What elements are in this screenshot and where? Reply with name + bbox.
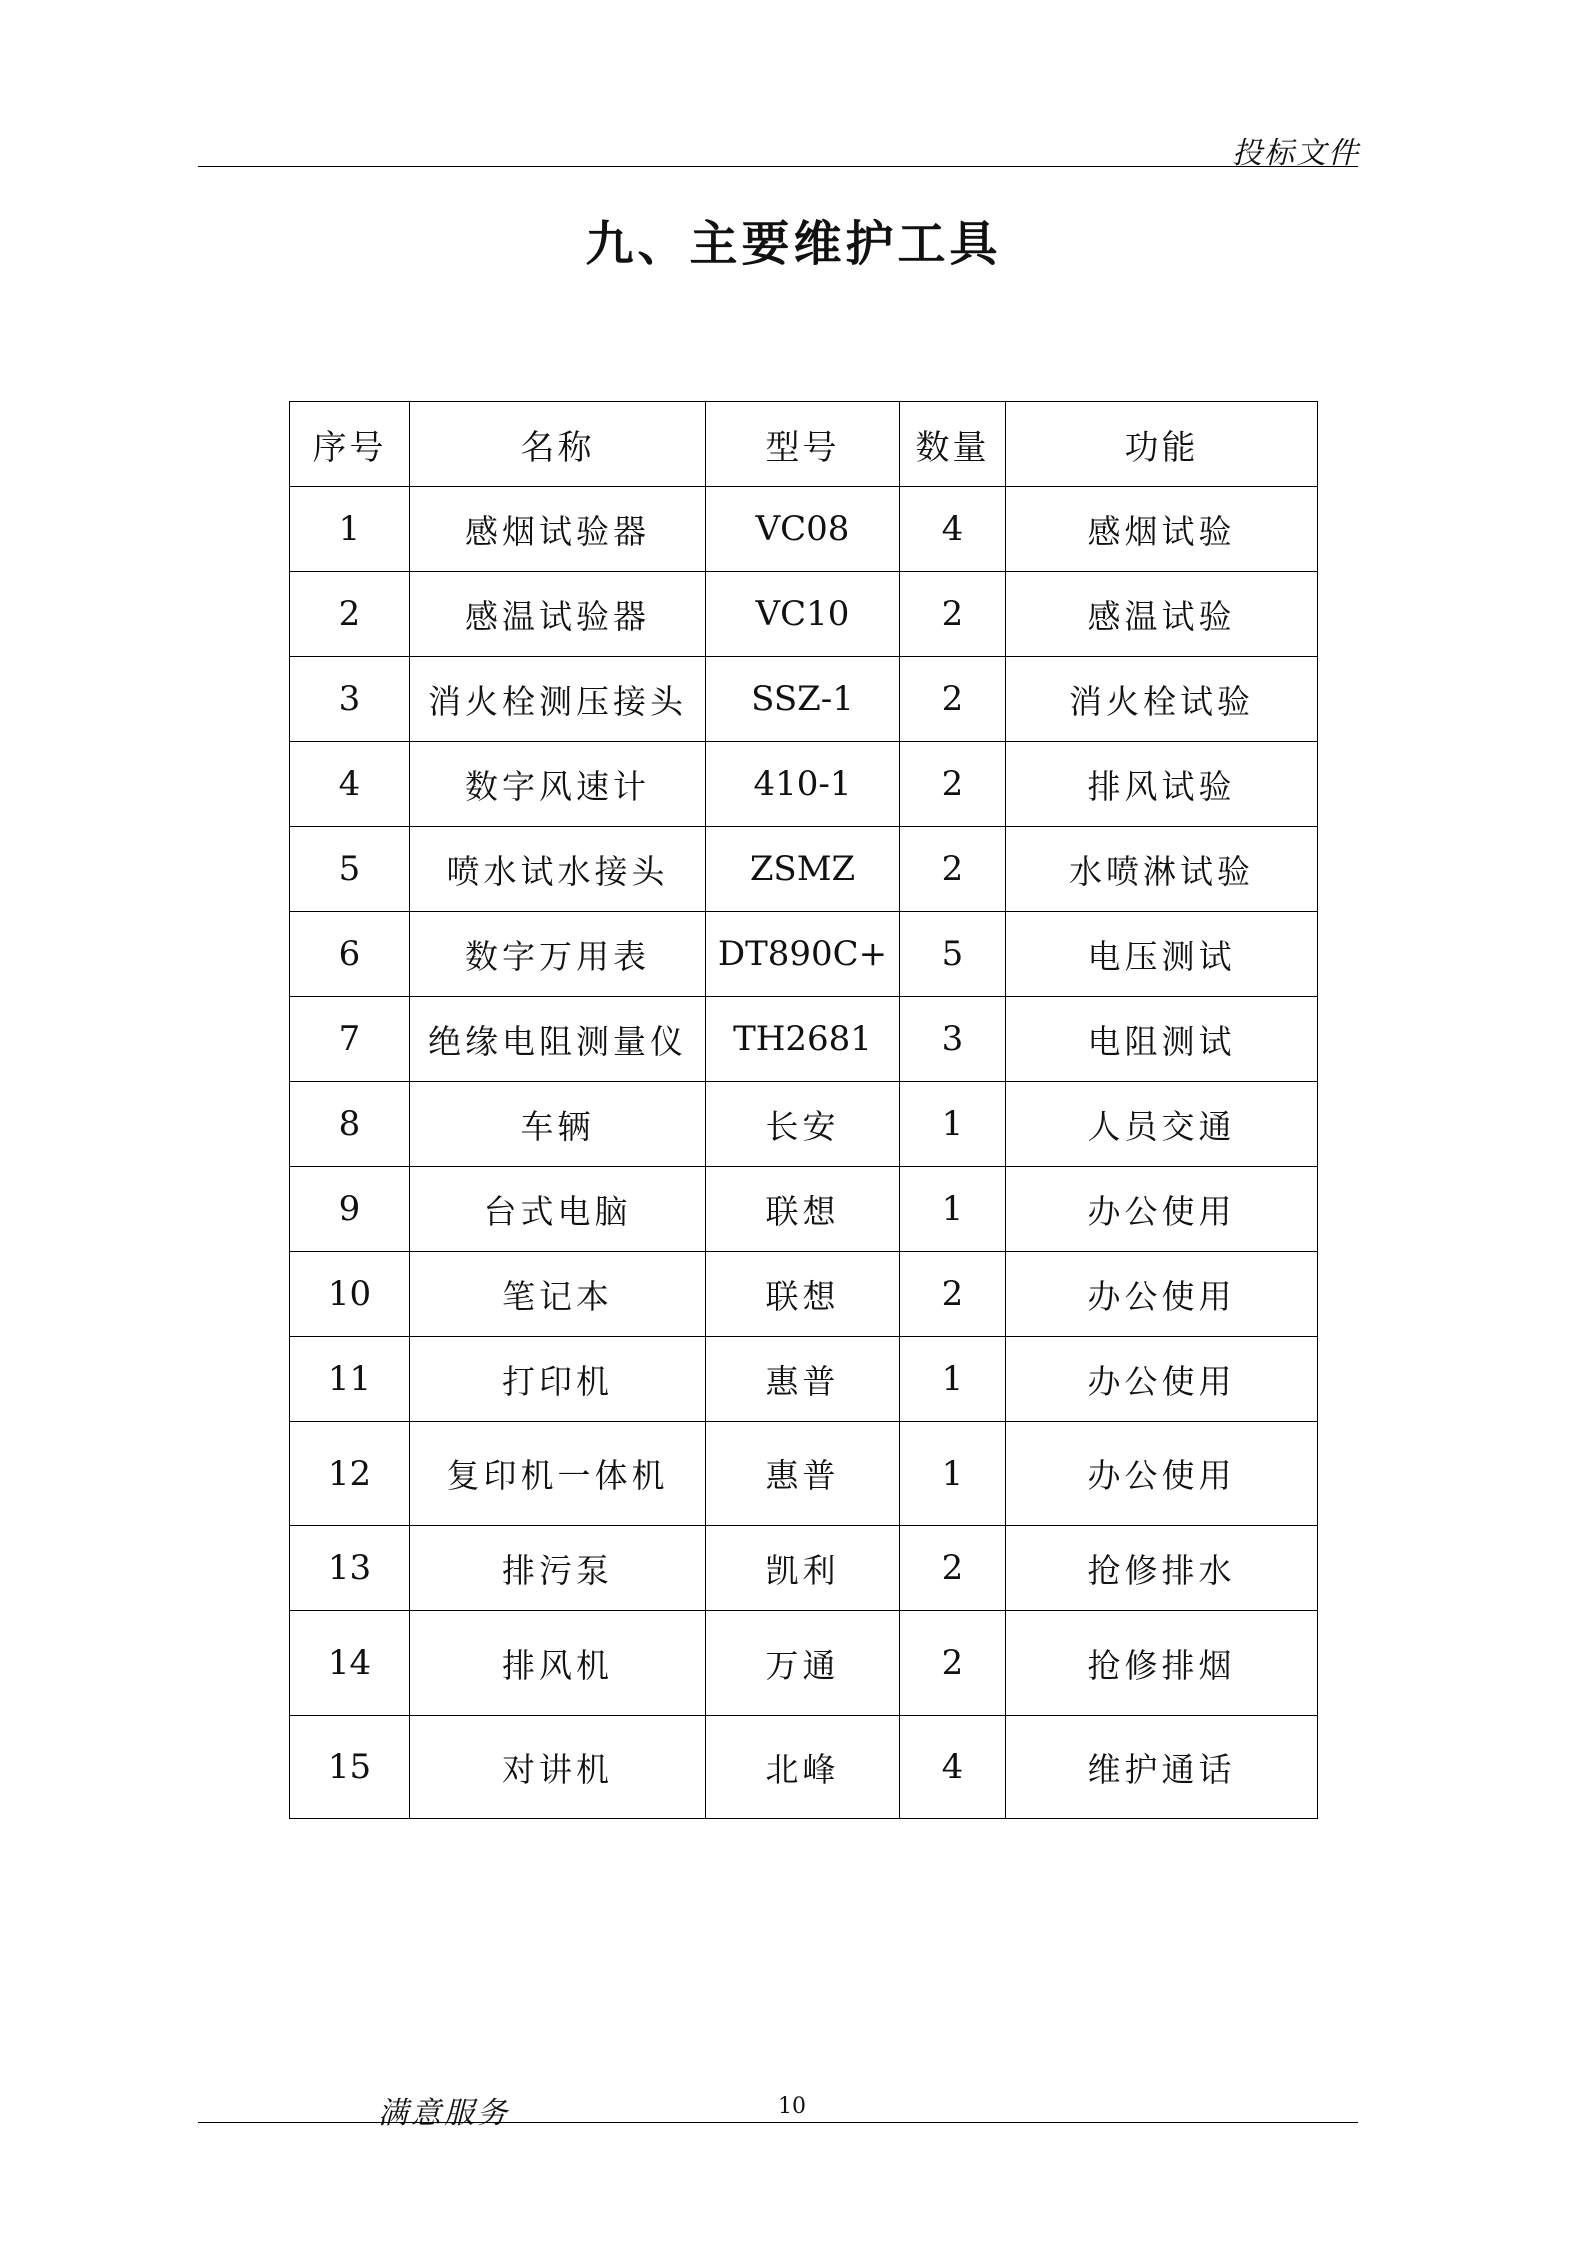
table-cell: 电阻测试 [1006,997,1318,1082]
footer-divider [198,2122,1358,2123]
table-cell: 电压测试 [1006,912,1318,997]
table-row [290,572,1318,657]
table-cell: 绝缘电阻测量仪 [410,997,706,1082]
table-cell: DT890C+ [706,912,900,997]
table-cell: 打印机 [410,1337,706,1422]
table-cell: 15 [290,1716,410,1819]
table-cell: 感烟试验 [1006,487,1318,572]
table-cell: 笔记本 [410,1252,706,1337]
table-cell: TH2681 [706,997,900,1082]
table-row [290,1167,1318,1252]
page-title: 九、主要维护工具 [585,216,1002,272]
table-cell: 11 [290,1337,410,1422]
table-cell: 3 [900,997,1006,1082]
table-cell: 消火栓试验 [1006,657,1318,742]
table-cell: 2 [900,1611,1006,1716]
table-cell: 2 [900,1526,1006,1611]
table-cell: 联想 [706,1167,900,1252]
page-number: 10 [778,2094,806,2119]
table-cell: 数字风速计 [410,742,706,827]
table-row [290,487,1318,572]
table-row [290,657,1318,742]
table-cell: 4 [900,1716,1006,1819]
table-cell: 复印机一体机 [410,1422,706,1526]
table-cell: 14 [290,1611,410,1716]
table-cell: 410-1 [706,742,900,827]
table-cell: 4 [900,487,1006,572]
table-cell: 北峰 [706,1716,900,1819]
table-row [290,1526,1318,1611]
table-row [290,1337,1318,1422]
table-row [290,742,1318,827]
table-cell: 1 [290,487,410,572]
table-cell: 感烟试验器 [410,487,706,572]
table-cell: 办公使用 [1006,1167,1318,1252]
table-cell: 1 [900,1337,1006,1422]
table-cell: 2 [290,572,410,657]
table-cell: 喷水试水接头 [410,827,706,912]
table-cell: 车辆 [410,1082,706,1167]
table-cell: 1 [900,1167,1006,1252]
table-cell: 对讲机 [410,1716,706,1819]
table-cell: 凯利 [706,1526,900,1611]
table-cell: 联想 [706,1252,900,1337]
table-cell: 2 [900,742,1006,827]
table-cell: VC10 [706,572,900,657]
table-cell: ZSMZ [706,827,900,912]
header-text: 投标文件 [1232,136,1360,171]
table-cell: 7 [290,997,410,1082]
table-cell: 3 [290,657,410,742]
table-cell: 办公使用 [1006,1422,1318,1526]
table-row [290,1252,1318,1337]
table-cell: 2 [900,1252,1006,1337]
table-cell: 感温试验 [1006,572,1318,657]
table-cell: 排风试验 [1006,742,1318,827]
table-cell: 感温试验器 [410,572,706,657]
table-cell: 5 [290,827,410,912]
table-cell: 台式电脑 [410,1167,706,1252]
table-cell: 4 [290,742,410,827]
table-cell: 排污泵 [410,1526,706,1611]
table-cell: 9 [290,1167,410,1252]
table-cell: 2 [900,657,1006,742]
table-cell: 1 [900,1082,1006,1167]
table-cell: 6 [290,912,410,997]
table-cell: 8 [290,1082,410,1167]
table-cell: 1 [900,1422,1006,1526]
table-cell: 5 [900,912,1006,997]
table-cell: 维护通话 [1006,1716,1318,1819]
table-cell: 惠普 [706,1337,900,1422]
table-row [290,997,1318,1082]
table-row [290,912,1318,997]
table-cell: 惠普 [706,1422,900,1526]
table-row [290,1082,1318,1167]
table-row [290,1611,1318,1716]
table-row [290,1422,1318,1526]
footer-text: 满意服务 [378,2096,510,2131]
table-cell: 10 [290,1252,410,1337]
table-header-row [290,402,1318,487]
column-header: 数量 [900,402,1006,487]
column-header: 型号 [706,402,900,487]
header-divider [198,166,1358,167]
table-cell: 2 [900,827,1006,912]
column-header: 功能 [1006,402,1318,487]
table-cell: 排风机 [410,1611,706,1716]
table-row [290,827,1318,912]
column-header: 名称 [410,402,706,487]
table-cell: 13 [290,1526,410,1611]
table-row [290,1716,1318,1819]
table-cell: 人员交通 [1006,1082,1318,1167]
table-cell: 万通 [706,1611,900,1716]
table-cell: 办公使用 [1006,1337,1318,1422]
table-cell: 抢修排水 [1006,1526,1318,1611]
table-cell: 水喷淋试验 [1006,827,1318,912]
table-cell: 12 [290,1422,410,1526]
table-cell: VC08 [706,487,900,572]
table-cell: 抢修排烟 [1006,1611,1318,1716]
table-cell: 办公使用 [1006,1252,1318,1337]
tools-table [289,401,1318,1819]
table-cell: 数字万用表 [410,912,706,997]
column-header: 序号 [290,402,410,487]
table-cell: SSZ-1 [706,657,900,742]
table-cell: 2 [900,572,1006,657]
table-cell: 消火栓测压接头 [410,657,706,742]
table-cell: 长安 [706,1082,900,1167]
